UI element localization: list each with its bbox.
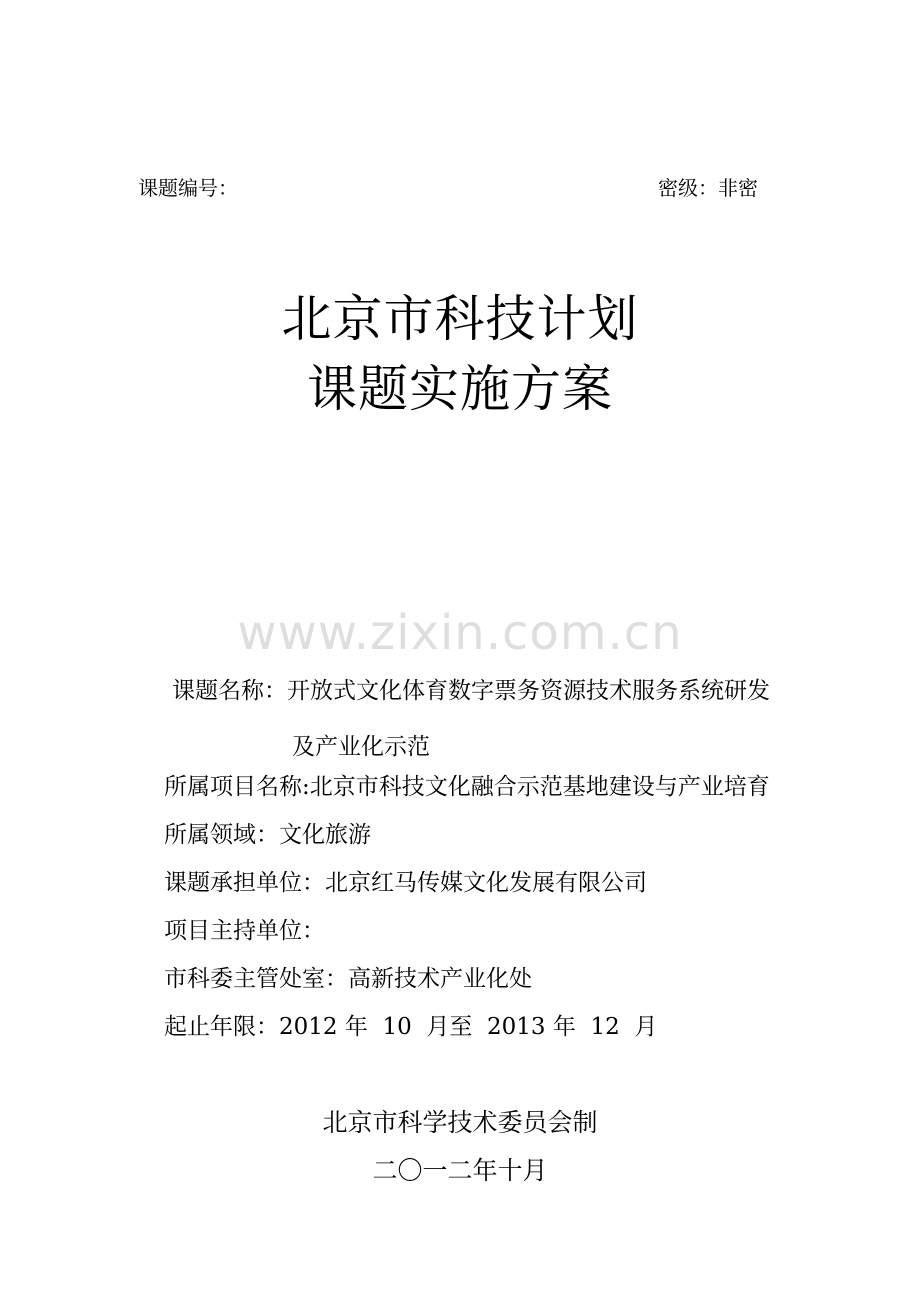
document-title-line1: 北京市科技计划 (281, 290, 639, 348)
field-topic-name-value-continued: 及产业化示范 (292, 734, 430, 760)
field-project-name-label: 所属项目名称: (164, 774, 310, 800)
field-period-value: 2012 年 10 月至 2013 年 12 月 (279, 1014, 658, 1040)
document-title-line2: 课题实施方案 (307, 360, 613, 418)
field-topic-name (172, 680, 770, 703)
field-supervising-office (164, 968, 532, 991)
field-period-label: 起止年限： (164, 1014, 279, 1040)
field-topic-name-label: 课题名称： (172, 678, 287, 704)
field-period (164, 1016, 657, 1039)
field-undertaking-unit-value: 北京红马传媒文化发展有限公司 (325, 870, 647, 896)
serial-number-label: 课题编号： (138, 176, 238, 200)
field-undertaking-unit (164, 872, 647, 895)
field-topic-name-value: 开放式文化体育数字票务资源技术服务系统研发 (287, 678, 770, 704)
issue-date: 二〇一二年十月 (372, 1156, 548, 1185)
field-undertaking-unit-label: 课题承担单位： (164, 870, 325, 896)
field-domain-value: 文化旅游 (279, 822, 371, 848)
secret-level-label: 密级： (658, 176, 718, 200)
watermark: www.zixin.com.cn (237, 605, 683, 661)
issuer: 北京市科学技术委员会制 (322, 1108, 598, 1137)
field-domain-label: 所属领域： (164, 822, 279, 848)
field-host-unit (164, 920, 325, 943)
secret-level (658, 172, 758, 201)
secret-level-value: 非密 (718, 176, 758, 200)
field-project-name (164, 776, 770, 799)
field-supervising-office-label: 市科委主管处室： (164, 966, 348, 992)
field-host-unit-label: 项目主持单位： (164, 918, 325, 944)
field-domain (164, 824, 371, 847)
field-project-name-value: 北京市科技文化融合示范基地建设与产业培育 (309, 774, 770, 800)
field-supervising-office-value: 高新技术产业化处 (348, 966, 532, 992)
